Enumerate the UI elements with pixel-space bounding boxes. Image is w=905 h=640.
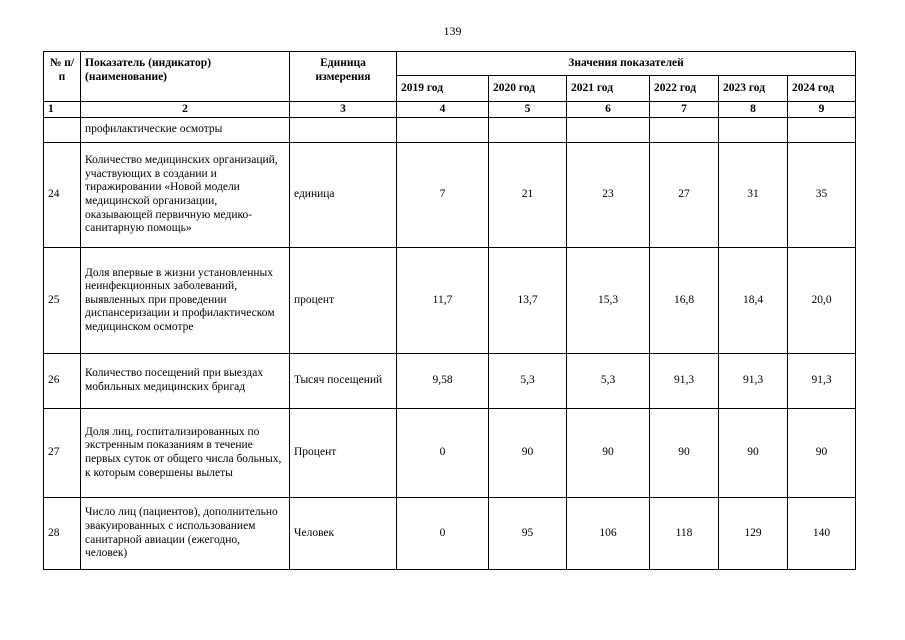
header-unit: Единица измерения bbox=[290, 52, 397, 102]
header-year: 2020 год bbox=[489, 76, 567, 102]
column-number: 6 bbox=[567, 102, 650, 118]
row-value: 9,58 bbox=[397, 354, 489, 409]
row-value: 90 bbox=[788, 409, 856, 498]
row-value: 90 bbox=[567, 409, 650, 498]
row-value bbox=[397, 118, 489, 143]
row-value: 118 bbox=[650, 498, 719, 570]
column-number: 5 bbox=[489, 102, 567, 118]
row-value: 35 bbox=[788, 143, 856, 248]
row-unit bbox=[290, 118, 397, 143]
row-value: 0 bbox=[397, 498, 489, 570]
page-number: 139 bbox=[443, 24, 462, 38]
row-value: 90 bbox=[489, 409, 567, 498]
row-value bbox=[788, 118, 856, 143]
row-value: 11,7 bbox=[397, 248, 489, 354]
column-number: 7 bbox=[650, 102, 719, 118]
row-value bbox=[489, 118, 567, 143]
column-number: 8 bbox=[719, 102, 788, 118]
header-num: № п/п bbox=[44, 52, 81, 102]
row-value: 5,3 bbox=[489, 354, 567, 409]
row-value: 95 bbox=[489, 498, 567, 570]
row-value: 91,3 bbox=[719, 354, 788, 409]
table-row bbox=[44, 498, 856, 570]
row-unit: процент bbox=[290, 248, 397, 354]
indicators-table bbox=[43, 51, 856, 570]
row-value: 140 bbox=[788, 498, 856, 570]
row-value: 27 bbox=[650, 143, 719, 248]
column-number: 1 bbox=[44, 102, 81, 118]
table-row bbox=[44, 248, 856, 354]
header-year: 2024 год bbox=[788, 76, 856, 102]
row-value: 91,3 bbox=[788, 354, 856, 409]
column-numbers-row bbox=[44, 102, 856, 118]
row-num: 27 bbox=[44, 409, 81, 498]
row-indicator: Число лиц (пациентов), дополнительно эвакуированных с использованием санитарной авиации (ежегодно, человек) bbox=[81, 498, 290, 570]
table-row bbox=[44, 354, 856, 409]
header-indicator: Показатель (индикатор) (наименование) bbox=[81, 52, 290, 102]
row-unit: Тысяч посещений bbox=[290, 354, 397, 409]
row-value: 23 bbox=[567, 143, 650, 248]
row-value: 21 bbox=[489, 143, 567, 248]
row-num: 25 bbox=[44, 248, 81, 354]
row-value bbox=[567, 118, 650, 143]
header-year: 2019 год bbox=[397, 76, 489, 102]
row-indicator: профилактические осмотры bbox=[81, 118, 290, 143]
header-year: 2023 год bbox=[719, 76, 788, 102]
row-value: 20,0 bbox=[788, 248, 856, 354]
row-indicator: Доля впервые в жизни установленных неинфекционных заболеваний, выявленных при проведении диспансеризации и профилактическом медицинском осмотре bbox=[81, 248, 290, 354]
header-year: 2022 год bbox=[650, 76, 719, 102]
row-value: 31 bbox=[719, 143, 788, 248]
column-number: 3 bbox=[290, 102, 397, 118]
row-value: 106 bbox=[567, 498, 650, 570]
row-indicator: Количество медицинских организаций, участвующих в создании и тиражировании «Новой модели медицинской организации, оказывающей первичную медико-санитарную помощь» bbox=[81, 143, 290, 248]
row-value: 13,7 bbox=[489, 248, 567, 354]
row-value: 15,3 bbox=[567, 248, 650, 354]
table-row bbox=[44, 143, 856, 248]
row-unit: Процент bbox=[290, 409, 397, 498]
row-value: 90 bbox=[719, 409, 788, 498]
column-number: 4 bbox=[397, 102, 489, 118]
table-row bbox=[44, 409, 856, 498]
header-year: 2021 год bbox=[567, 76, 650, 102]
row-num: 26 bbox=[44, 354, 81, 409]
row-unit: Человек bbox=[290, 498, 397, 570]
row-value: 129 bbox=[719, 498, 788, 570]
table-row bbox=[44, 118, 856, 143]
row-num: 24 bbox=[44, 143, 81, 248]
row-value: 90 bbox=[650, 409, 719, 498]
row-indicator: Доля лиц, госпитализированных по экстренным показаниям в течение первых суток от общего числа больных, к которым совершены вылеты bbox=[81, 409, 290, 498]
column-number: 2 bbox=[81, 102, 290, 118]
row-value: 18,4 bbox=[719, 248, 788, 354]
row-value: 7 bbox=[397, 143, 489, 248]
row-value: 0 bbox=[397, 409, 489, 498]
row-value: 91,3 bbox=[650, 354, 719, 409]
row-value bbox=[719, 118, 788, 143]
row-value: 5,3 bbox=[567, 354, 650, 409]
row-num bbox=[44, 118, 81, 143]
column-number: 9 bbox=[788, 102, 856, 118]
row-unit: единица bbox=[290, 143, 397, 248]
row-value: 16,8 bbox=[650, 248, 719, 354]
row-indicator: Количество посещений при выездах мобильных медицинских бригад bbox=[81, 354, 290, 409]
header-values-group: Значения показателей bbox=[397, 52, 856, 76]
row-value bbox=[650, 118, 719, 143]
row-num: 28 bbox=[44, 498, 81, 570]
